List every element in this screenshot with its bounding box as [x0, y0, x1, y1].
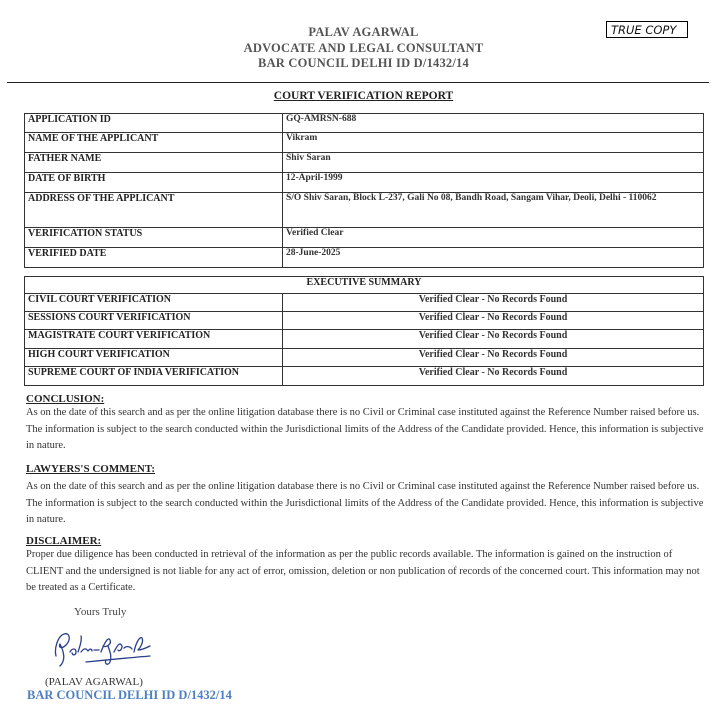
row-label: VERIFIED DATE [25, 248, 283, 268]
table-row [25, 312, 704, 330]
signature-image [46, 622, 154, 672]
advocate-name: PALAV AGARWAL [308, 25, 419, 39]
row-value: Shiv Saran [283, 153, 704, 173]
row-value: S/O Shiv Saran, Block L-237, Gali No 08, Bandh Road, Sangam Vihar, Deoli, Delhi - 110062 [283, 193, 704, 228]
advocate-designation: ADVOCATE AND LEGAL CONSULTANT [243, 40, 484, 55]
table-row [25, 228, 704, 248]
lawyers-comment-text: As on the date of this search and as per the online litigation database there is no Civil or Criminal case instituted against the Reference Number raised before us. The information is subject to the search conducted within the Jurisdictional limits of the Address of the Candidate provided. Hence, this information is subjective in nature. [26, 481, 704, 525]
row-label: NAME OF THE APPLICANT [25, 133, 283, 153]
row-label: DATE OF BIRTH [25, 173, 283, 193]
table-row [25, 367, 704, 386]
row-value: 28-June-2025 [283, 248, 704, 268]
disclaimer-text: Proper due diligence has been conducted in retrieval of the information as per the public records available. The information is gained on the instruction of CLIENT and the undersigned is not liable for any act of error, omission, deletion or non publication of records of the concerned court. This information may not be treated as a Certificate. [26, 549, 700, 593]
row-value: Verified Clear - No Records Found [283, 294, 704, 312]
row-value: Verified Clear - No Records Found [283, 349, 704, 367]
table-row [25, 193, 704, 228]
row-label: VERIFICATION STATUS [25, 228, 283, 248]
table-row [25, 349, 704, 367]
table-row [25, 330, 704, 349]
header-divider [7, 82, 709, 83]
row-value: Verified Clear - No Records Found [283, 367, 704, 386]
report-title: COURT VERIFICATION REPORT [273, 90, 454, 102]
summary-title: EXECUTIVE SUMMARY [25, 277, 704, 294]
true-copy-stamp: TRUE COPY [606, 21, 688, 38]
closing-text: Yours Truly [74, 606, 127, 618]
footer-bar-council-id: BAR COUNCIL DELHI ID D/1432/14 [27, 688, 232, 702]
signatory-name: (PALAV AGARWAL) [45, 676, 143, 688]
table-row [25, 248, 704, 268]
executive-summary-table [24, 276, 704, 386]
row-label: ADDRESS OF THE APPLICANT [25, 193, 283, 228]
disclaimer-title: DISCLAIMER: [26, 535, 102, 547]
row-value: Verified Clear - No Records Found [283, 330, 704, 349]
conclusion-text: As on the date of this search and as per the online litigation database there is no Civil or Criminal case instituted against the Reference Number raised before us. The information is subject to the search conducted within the Jurisdictional limits of the Address of the Candidate provided. Hence, this information is subjective in nature. [26, 407, 704, 451]
row-label: FATHER NAME [25, 153, 283, 173]
table-row [25, 114, 704, 133]
table-row [25, 133, 704, 153]
row-label: HIGH COURT VERIFICATION [25, 349, 283, 367]
summary-header-row [25, 277, 704, 294]
row-value: Vikram [283, 133, 704, 153]
row-label: CIVIL COURT VERIFICATION [25, 294, 283, 312]
row-label: APPLICATION ID [25, 114, 283, 133]
row-value: 12-April-1999 [283, 173, 704, 193]
row-value: Verified Clear [283, 228, 704, 248]
row-label: MAGISTRATE COURT VERIFICATION [25, 330, 283, 349]
applicant-details-table [24, 113, 704, 268]
row-label: SESSIONS COURT VERIFICATION [25, 312, 283, 330]
table-row [25, 294, 704, 312]
row-value: GQ-AMRSN-688 [283, 114, 704, 133]
table-row [25, 153, 704, 173]
lawyers-comment-title: LAWYERS'S COMMENT: [26, 463, 156, 475]
table-row [25, 173, 704, 193]
bar-council-id: BAR COUNCIL DELHI ID D/1432/14 [258, 56, 469, 70]
row-label: SUPREME COURT OF INDIA VERIFICATION [25, 367, 283, 386]
conclusion-title: CONCLUSION: [26, 393, 105, 405]
row-value: Verified Clear - No Records Found [283, 312, 704, 330]
